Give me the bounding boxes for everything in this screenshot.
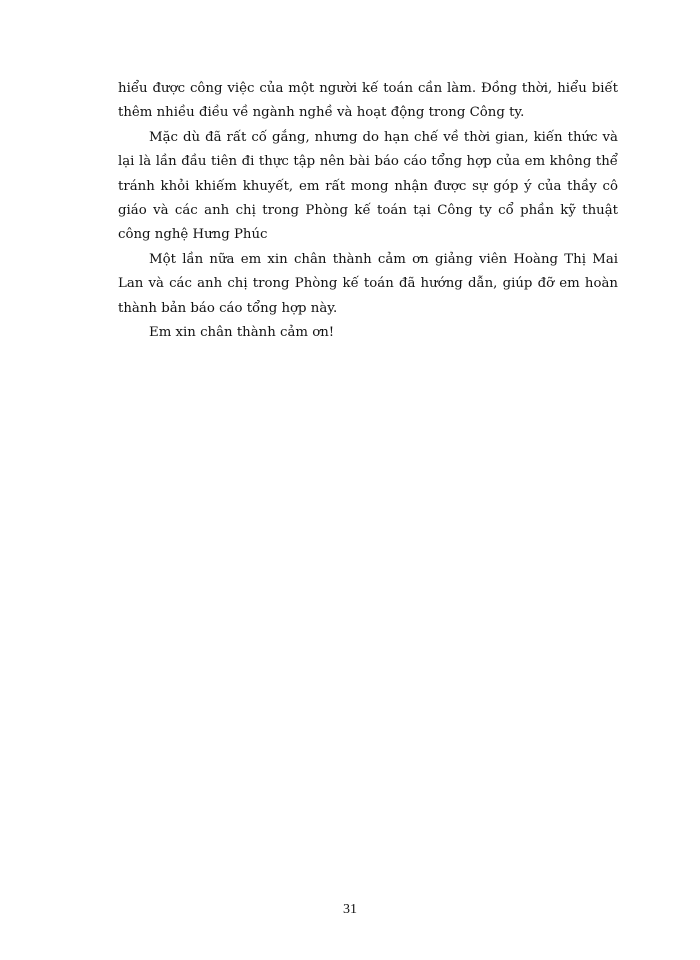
paragraph-apology: Mặc dù đã rất cố gắng, nhưng do hạn chế về thời gian, kiến thức và lại là lần đầu tiên đi thực tập nên bài báo cáo tổng hợp của em không thể tránh khỏi khiếm khuyết, em rất mong nhận được sự góp ý của thầy cô giáo và các anh chị trong Phòng kế toán tại Công ty cổ phần kỹ thuật công nghệ Hưng Phúc [118,129,618,243]
page-number: 31 [343,902,357,917]
document-body [118,77,618,345]
paragraph-continuation: hiểu được công việc của một người kế toán cần làm. Đồng thời, hiểu biết thêm nhiều điều về ngành nghề và hoạt động trong Công ty. [118,81,618,121]
paragraph-thanks: Một lần nữa em xin chân thành cảm ơn giảng viên Hoàng Thị Mai Lan và các anh chị trong Phòng kế toán đã hướng dẫn, giúp đỡ em hoàn thành bản báo cáo tổng hợp này. [118,251,618,316]
paragraph-closing: Em xin chân thành cảm ơn! [149,325,335,341]
